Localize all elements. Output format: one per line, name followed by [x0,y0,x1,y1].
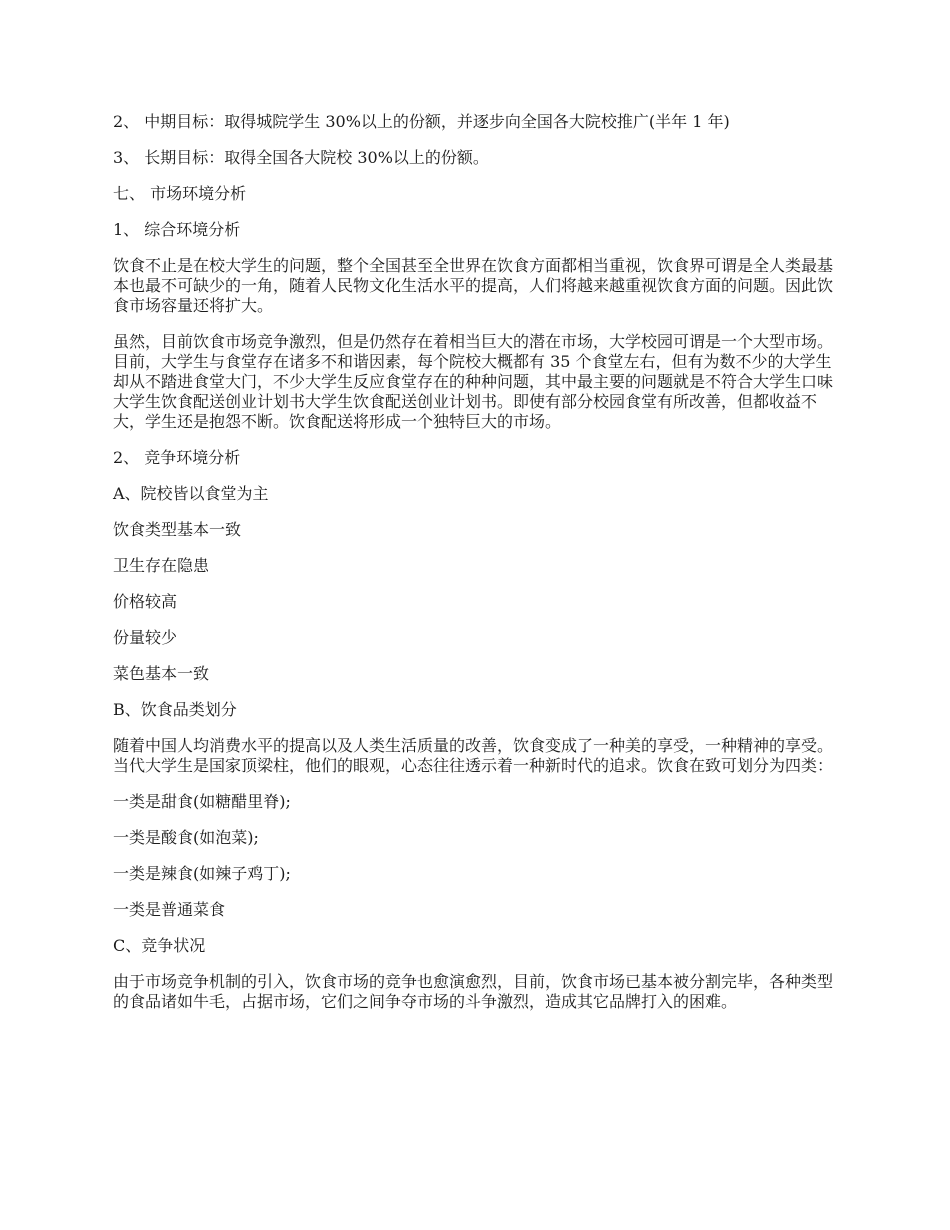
list-item: 饮食类型基本一致 [113,520,242,539]
paragraph-potential-market: 虽然，目前饮食市场竞争激烈，但是仍然存在着相当巨大的潜在市场，大学校园可谓是一个大型市场。目前，大学生与食堂存在诸多不和谐因素，每个院校大概都有 35 个食堂左右，但有为数不少的大学生却从不踏进食堂大门，不少大学生反应食堂存在的种种问题，其中最主要的问题就是不符合大学生口味大学生饮食配送创业计划书大学生饮食配送创业计划书。即使有部分校园食堂有所改善，但都收益不大，学生还是抱怨不断。饮食配送将形成一个独特巨大的市场。 [113,332,834,431]
paragraph-competition-status: 由于市场竞争机制的引入，饮食市场的竞争也愈演愈烈，目前，饮食市场已基本被分割完毕，各种类型的食品诸如牛毛，占据市场，它们之间争夺市场的斗争激烈，造成其它品牌打入的困难。 [113,972,834,1011]
list-item: 菜色基本一致 [113,664,210,683]
subheading-a-canteens: A、院校皆以食堂为主 [113,484,269,503]
list-item: 价格较高 [113,592,178,611]
subheading-overall-environment: 1、 综合环境分析 [113,220,241,239]
section-heading-market-environment: 七、 市场环境分析 [113,184,247,203]
list-item: 一类是甜食(如糖醋里脊); [113,792,291,811]
paragraph-overall-environment: 饮食不止是在校大学生的问题，整个全国甚至全世界在饮食方面都相当重视，饮食界可谓是全人类最基本也最不可缺少的一角，随着人民物文化生活水平的提高，人们将越来越重视饮食方面的问题。因此饮食市场容量还将扩大。 [113,256,834,315]
goal-mid-term: 2、 中期目标：取得城院学生 30%以上的份额，并逐步向全国各大院校推广(半年 1 年) [113,112,730,131]
subheading-b-food-categories: B、饮食品类划分 [113,700,237,719]
list-item: 一类是普通菜食 [113,900,226,919]
subheading-c-competition-status: C、竞争状况 [113,936,206,955]
goal-long-term: 3、 长期目标：取得全国各大院校 30%以上的份额。 [113,148,489,167]
list-item: 一类是辣食(如辣子鸡丁); [113,864,291,883]
subheading-competition-environment: 2、 竞争环境分析 [113,448,241,467]
list-item: 一类是酸食(如泡菜); [113,828,259,847]
list-item: 卫生存在隐患 [113,556,210,575]
paragraph-food-categories: 随着中国人均消费水平的提高以及人类生活质量的改善，饮食变成了一种美的享受，一种精神的享受。当代大学生是国家顶梁柱，他们的眼观，心态往往透示着一种新时代的追求。饮食在致可划分为四类： [113,736,834,775]
list-item: 份量较少 [113,628,178,647]
